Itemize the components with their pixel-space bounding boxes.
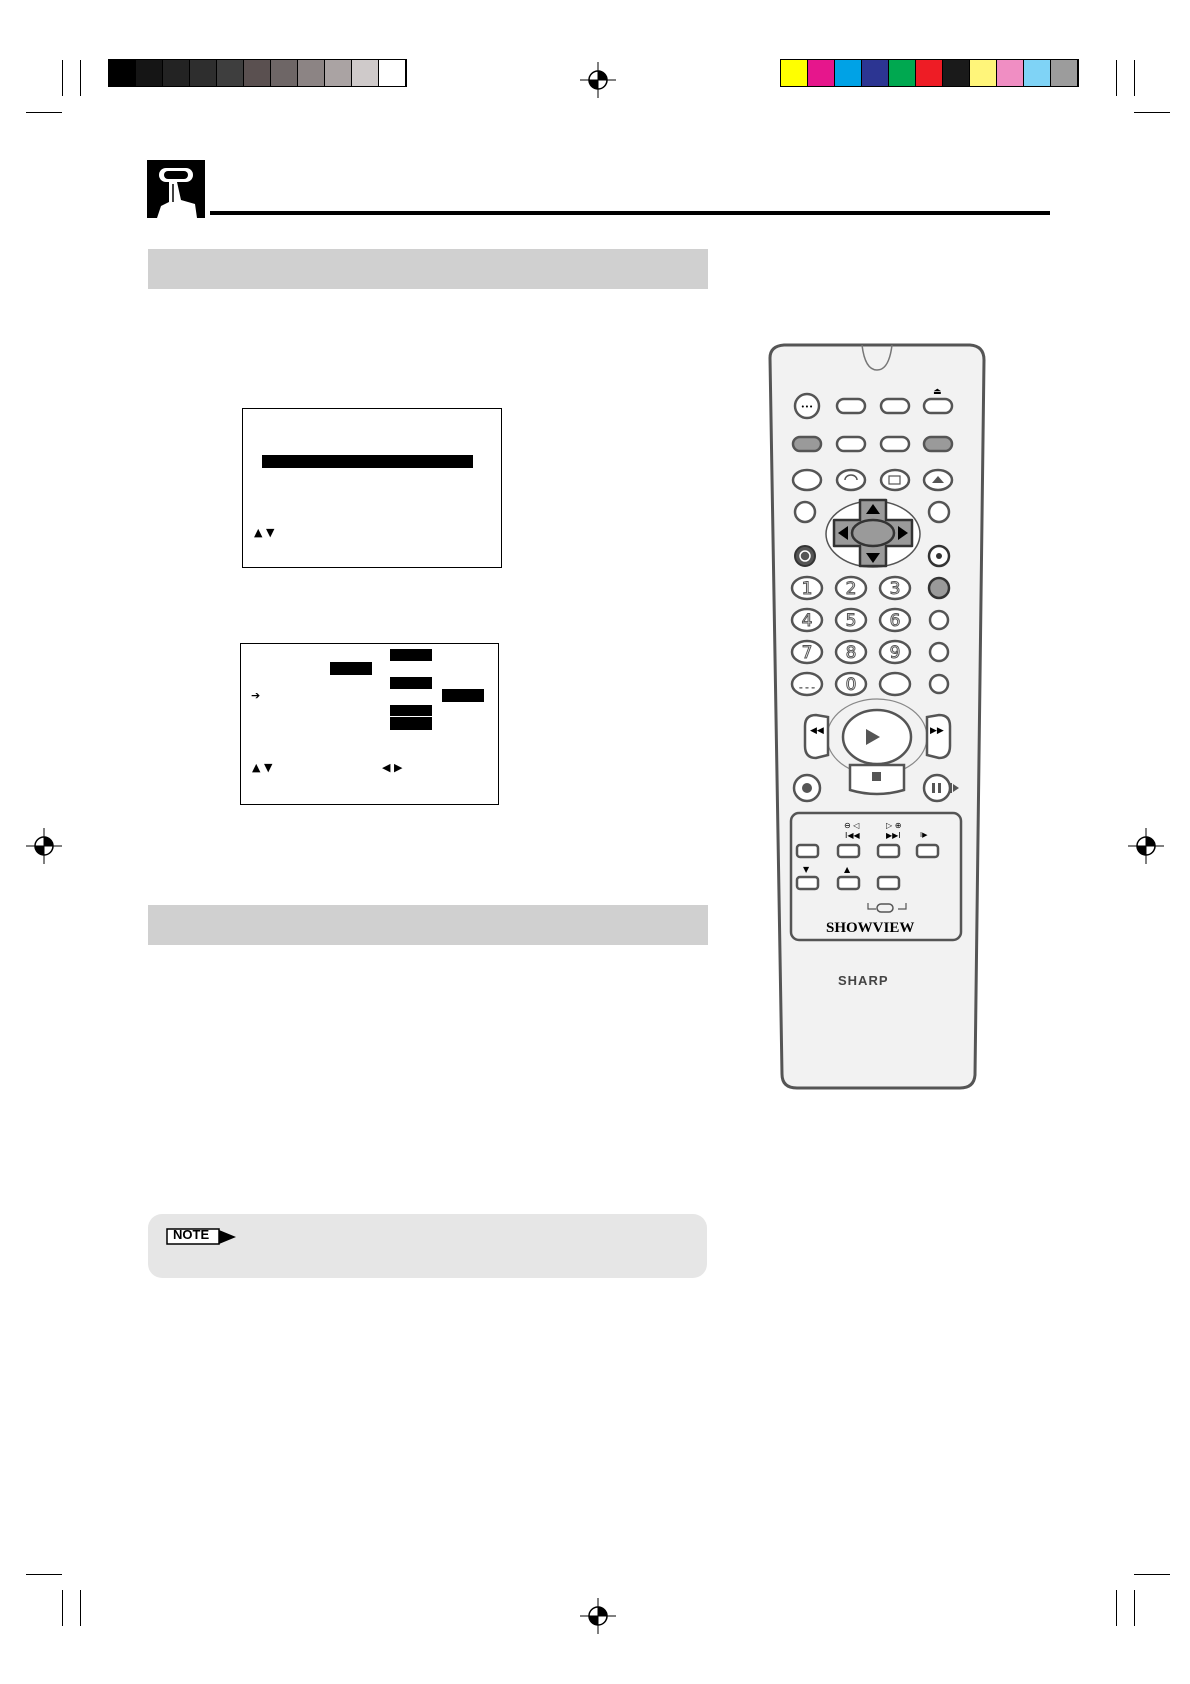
color-swatch	[916, 60, 943, 86]
gray-swatch	[163, 60, 190, 86]
gray-swatch	[136, 60, 163, 86]
color-bar	[780, 59, 1079, 87]
color-swatch	[781, 60, 808, 86]
grayscale-bar	[108, 59, 407, 87]
svg-text:I◀◀: I◀◀	[845, 831, 860, 840]
osd-screen-1	[242, 408, 502, 568]
nav-side-button-left	[795, 502, 815, 522]
side-round-button-2	[930, 643, 948, 661]
svg-text:⊖ ◁: ⊖ ◁	[844, 821, 860, 830]
svg-text:I▶: I▶	[920, 831, 928, 839]
osd-setting-block	[442, 689, 484, 702]
color-swatch	[943, 60, 970, 86]
lower-button-1	[797, 845, 818, 857]
remote-hand-icon	[147, 160, 205, 218]
svg-text:▼: ▼	[803, 865, 810, 874]
number-button-label: 9	[889, 643, 901, 663]
display-dots: •••	[800, 403, 814, 411]
return-button	[837, 470, 865, 490]
number-button-label: 7	[801, 643, 813, 663]
side-round-button-1	[930, 611, 948, 629]
svg-text:▶▶I: ▶▶I	[886, 831, 901, 840]
color-swatch	[889, 60, 916, 86]
osd-setting-block	[390, 677, 432, 689]
osd-setting-block	[390, 649, 432, 661]
gray-swatch	[190, 60, 217, 86]
number-button-label: 3	[889, 579, 901, 599]
menu-button	[795, 546, 815, 566]
osd-up-down-hint: ▲ ▼	[254, 526, 275, 539]
number-button-label: - - -	[799, 683, 815, 693]
angle-button	[881, 470, 909, 490]
osd-highlight-bar	[262, 455, 473, 468]
color-swatch	[1024, 60, 1051, 86]
enter-button	[852, 520, 894, 546]
number-button-label: 2	[845, 579, 857, 599]
osd-setting-block	[330, 662, 372, 675]
color-swatch	[997, 60, 1024, 86]
svg-text:▷ ⊕: ▷ ⊕	[886, 821, 902, 830]
number-button-label: 6	[889, 611, 901, 631]
svg-text:▶▶: ▶▶	[930, 726, 944, 736]
sharp-logo: SHARP	[838, 973, 889, 988]
svg-text:▲: ▲	[844, 865, 851, 874]
gray-button-right	[924, 437, 952, 451]
color-swatch	[835, 60, 862, 86]
svg-text:◀◀: ◀◀	[810, 726, 824, 736]
top-button-3	[881, 399, 909, 413]
note-box	[148, 1214, 707, 1278]
color-swatch	[808, 60, 835, 86]
channel-up-button	[838, 877, 859, 889]
note-label: NOTE	[173, 1227, 210, 1242]
gray-round-button	[929, 578, 949, 598]
osd-screen-2	[240, 643, 499, 805]
section-band-1	[148, 249, 708, 289]
fast-forward-button	[927, 715, 950, 758]
osd-setting-block	[390, 705, 432, 716]
pause-button	[924, 775, 950, 801]
number-button-label: 0	[845, 675, 857, 695]
gray-swatch	[379, 60, 406, 86]
skip-back-button	[838, 845, 859, 857]
color-swatch	[862, 60, 889, 86]
osd-up-down-hint: ▲ ▼	[252, 761, 273, 774]
channel-down-button	[797, 877, 818, 889]
row2-button-3	[881, 437, 909, 451]
gray-swatch	[109, 60, 136, 86]
header-rule	[210, 211, 1050, 215]
eject-icon: ⏏	[933, 387, 942, 397]
registration-target-left	[26, 828, 62, 864]
open-close-button	[924, 399, 952, 413]
gray-swatch	[298, 60, 325, 86]
registration-target-top	[580, 62, 616, 98]
number-button-label: 5	[845, 611, 857, 631]
section-band-2	[148, 905, 708, 945]
osd-setting-block	[390, 717, 432, 730]
registration-target-bottom	[580, 1598, 616, 1634]
nav-side-button-right	[929, 502, 949, 522]
gray-swatch	[352, 60, 379, 86]
number-button-label: 8	[845, 643, 857, 663]
rewind-button	[805, 715, 828, 758]
remote-control	[760, 340, 995, 1095]
color-swatch	[1051, 60, 1078, 86]
osd-left-right-hint: ◀ ▶	[382, 761, 403, 774]
top-button-2	[837, 399, 865, 413]
showview-logo: SHOWVIEW	[826, 920, 915, 936]
skip-forward-button	[878, 845, 899, 857]
gray-swatch	[271, 60, 298, 86]
registration-target-right	[1128, 828, 1164, 864]
osd-arrow-icon: ➔	[251, 689, 261, 702]
row3-button-1	[793, 470, 821, 490]
gray-swatch	[325, 60, 352, 86]
number-button-label: 1	[801, 579, 813, 599]
number-button[interactable]	[880, 673, 910, 695]
slow-button	[917, 845, 938, 857]
side-round-button-3	[930, 675, 948, 693]
color-swatch	[970, 60, 997, 86]
gray-button-left	[793, 437, 821, 451]
stop-icon	[872, 772, 881, 781]
gray-swatch	[244, 60, 271, 86]
number-button-label: 4	[801, 611, 813, 631]
row2-button-2	[837, 437, 865, 451]
lower-button-7	[878, 877, 899, 889]
gray-swatch	[217, 60, 244, 86]
